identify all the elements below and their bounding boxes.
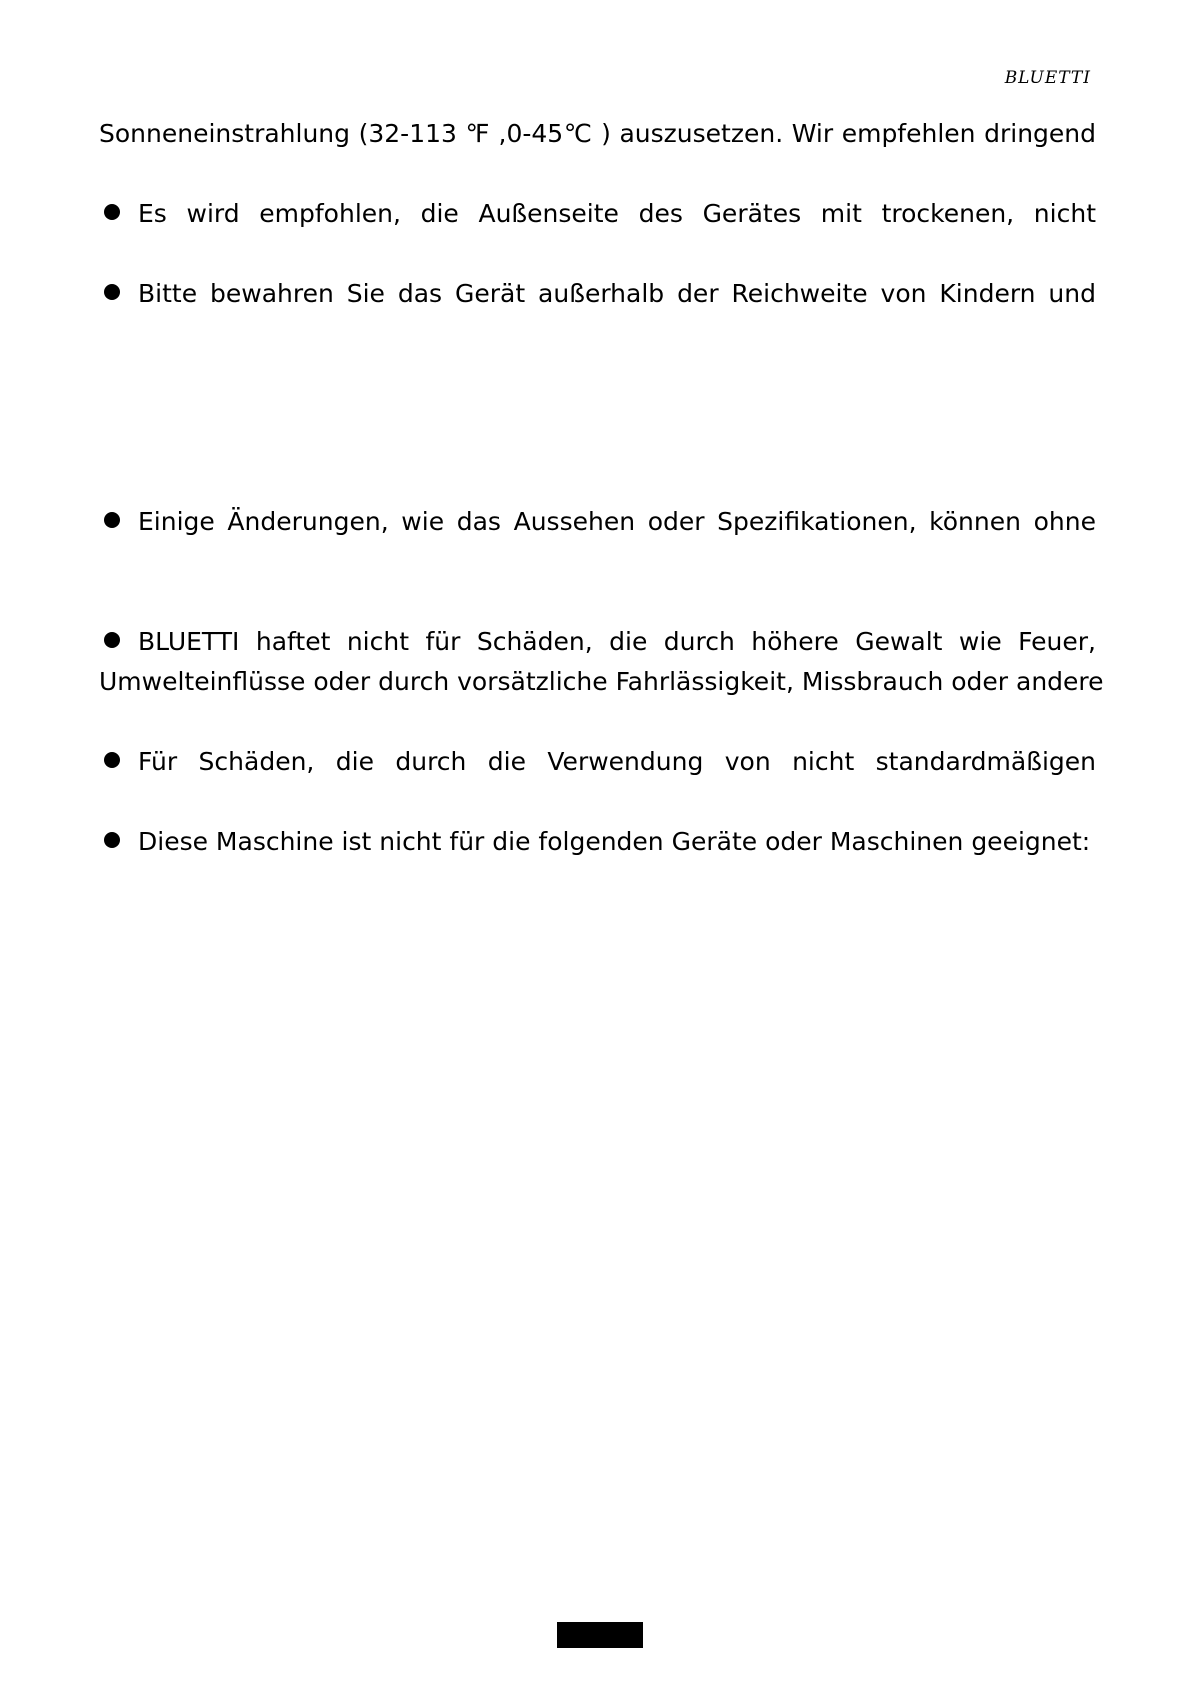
bullet-item	[104, 199, 1096, 229]
line-text: Sonneneinstrahlung (32-113 ℉ ,0-45℃ ) auszusetzen. Wir empfehlen dringend	[99, 119, 1096, 148]
bullet-text: Es wird empfohlen, die Außenseite des Gerätes mit trockenen, nicht	[138, 199, 1096, 228]
text-line	[99, 119, 1096, 149]
bullet-item	[104, 827, 1096, 857]
bullet-icon	[104, 512, 120, 528]
line-text: Umwelteinflüsse oder durch vorsätzliche Fahrlässigkeit, Missbrauch oder andere	[99, 667, 1104, 696]
text-line	[99, 667, 1104, 697]
bullet-icon	[104, 632, 120, 648]
bullet-text: Diese Maschine ist nicht für die folgenden Geräte oder Maschinen geeignet:	[138, 827, 1091, 856]
bullet-text: Für Schäden, die durch die Verwendung von nicht standardmäßigen	[138, 747, 1096, 776]
bullet-text: BLUETTI haftet nicht für Schäden, die durch höhere Gewalt wie Feuer,	[138, 627, 1096, 656]
page-number-tab	[557, 1622, 643, 1648]
bullet-item	[104, 627, 1096, 657]
brand-logo: BLUETTI	[1004, 68, 1091, 88]
bullet-text: Bitte bewahren Sie das Gerät außerhalb der Reichweite von Kindern und	[138, 279, 1096, 308]
bullet-item	[104, 747, 1096, 777]
bullet-item	[104, 507, 1096, 537]
bullet-text: Einige Änderungen, wie das Aussehen oder Spezifikationen, können ohne	[138, 507, 1096, 536]
bullet-item	[104, 279, 1096, 309]
bullet-icon	[104, 832, 120, 848]
bullet-icon	[104, 204, 120, 220]
bullet-icon	[104, 752, 120, 768]
bullet-icon	[104, 284, 120, 300]
